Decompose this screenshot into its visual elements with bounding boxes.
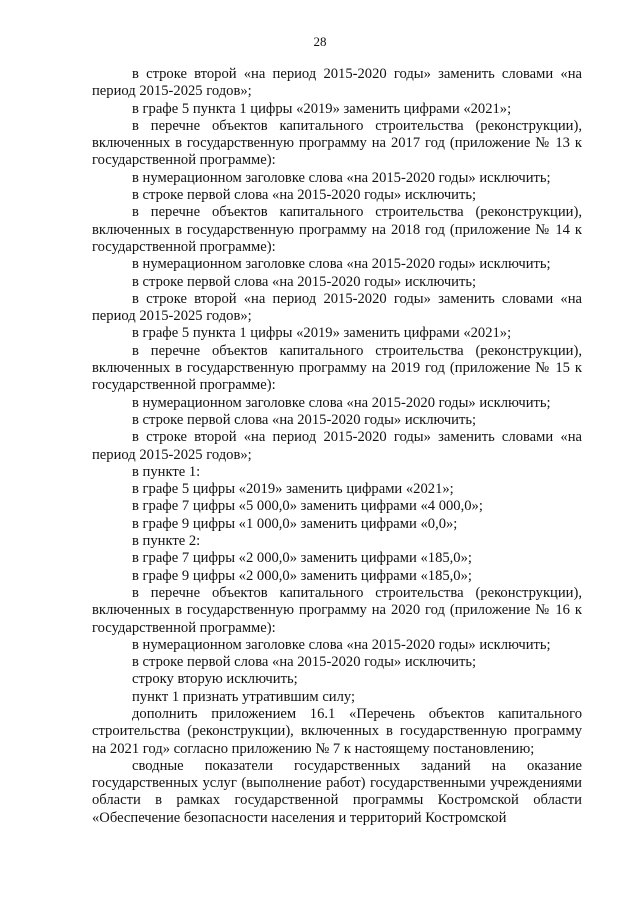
document-paragraph: пункт 1 признать утратившим силу; (132, 688, 356, 705)
document-paragraph: в графе 7 цифры «2 000,0» заменить цифрами «185,0»; (132, 550, 472, 567)
document-paragraph: в графе 5 пункта 1 цифры «2019» заменить цифрами «2021»; (132, 325, 512, 342)
document-body (92, 66, 582, 827)
document-paragraph: строку вторую исключить; (132, 671, 298, 688)
document-paragraph: в нумерационном заголовке слова «на 2015-2020 годы» исключить; (132, 256, 551, 273)
document-paragraph: в перечне объектов капитального строительства (реконструкции), включенных в государственную программу на 2020 год (приложение № 16 к государственной программе): (92, 584, 582, 636)
document-paragraph: дополнить приложением 16.1 «Перечень объектов капитального строительства (реконструкции), включенных в государственную программу на 2021 год» согласно приложению № 7 к настоящему постановлению; (92, 705, 582, 757)
document-paragraph: в строке первой слова «на 2015-2020 годы» исключить; (132, 411, 477, 428)
document-paragraph: в строке второй «на период 2015-2020 годы» заменить словами «на период 2015-2025 годов»; (92, 290, 582, 325)
document-paragraph: в графе 7 цифры «5 000,0» заменить цифрами «4 000,0»; (132, 498, 483, 515)
document-paragraph: в нумерационном заголовке слова «на 2015-2020 годы» исключить; (132, 169, 551, 186)
document-paragraph: сводные показатели государственных заданий на оказание государственных услуг (выполнение работ) государственными учреждениями области в рамках государственной программы Костромской области «Обеспечение безопасности населения и территорий Костромской (92, 757, 582, 826)
document-paragraph: в графе 9 цифры «2 000,0» заменить цифрами «185,0»; (132, 567, 472, 584)
document-paragraph: в перечне объектов капитального строительства (реконструкции), включенных в государственную программу на 2019 год (приложение № 15 к государственной программе): (92, 342, 582, 394)
document-paragraph: в перечне объектов капитального строительства (реконструкции), включенных в государственную программу на 2018 год (приложение № 14 к государственной программе): (92, 204, 582, 255)
document-paragraph: в строке первой слова «на 2015-2020 годы» исключить; (132, 654, 477, 671)
document-paragraph: в строке второй «на период 2015-2020 годы» заменить словами «на период 2015-2025 годов»; (92, 429, 582, 463)
document-paragraph: в графе 5 пункта 1 цифры «2019» заменить цифрами «2021»; (132, 100, 512, 117)
document-paragraph: в нумерационном заголовке слова «на 2015-2020 годы» исключить; (132, 394, 551, 411)
document-paragraph: в строке первой слова «на 2015-2020 годы» исключить; (132, 273, 477, 290)
document-paragraph: в пункте 2: (132, 533, 201, 550)
document-paragraph: в строке второй «на период 2015-2020 годы» заменить словами «на период 2015-2025 годов»; (92, 66, 582, 100)
document-paragraph: в строке первой слова «на 2015-2020 годы» исключить; (132, 187, 477, 204)
document-paragraph: в графе 5 цифры «2019» заменить цифрами «2021»; (132, 481, 454, 498)
document-paragraph: в нумерационном заголовке слова «на 2015-2020 годы» исключить; (132, 636, 551, 653)
document-paragraph: в перечне объектов капитального строительства (реконструкции), включенных в государственную программу на 2017 год (приложение № 13 к государственной программе): (92, 117, 582, 169)
page-number: 28 (313, 34, 327, 49)
document-paragraph: в графе 9 цифры «1 000,0» заменить цифрами «0,0»; (132, 515, 458, 532)
document-paragraph: в пункте 1: (132, 463, 201, 480)
